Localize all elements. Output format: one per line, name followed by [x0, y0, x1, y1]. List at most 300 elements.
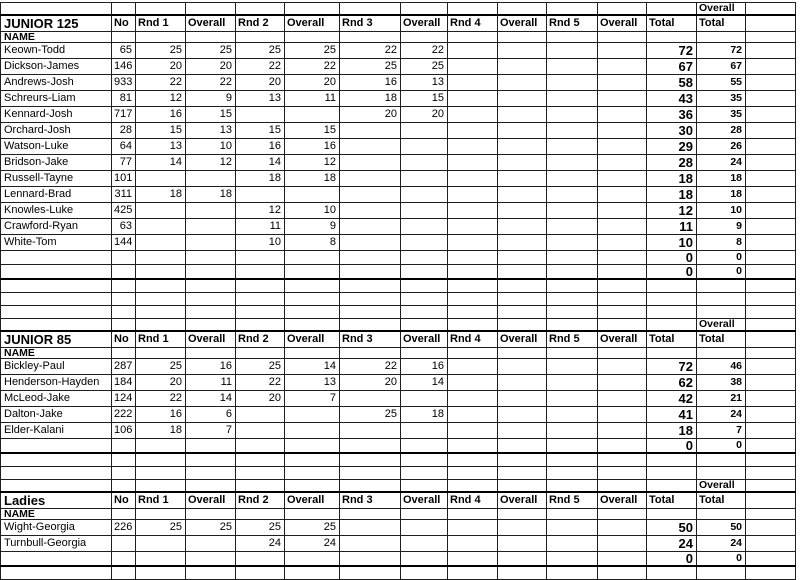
rider-row: [1, 219, 796, 235]
round-points-cell: 22: [136, 75, 186, 91]
round-points-cell: [340, 139, 401, 155]
empty-cell: [1, 306, 112, 319]
empty-cell: [136, 3, 186, 15]
rider-number-cell: 81: [112, 91, 136, 107]
empty-cell: [598, 552, 647, 567]
round-overall-cell: 7: [186, 423, 236, 439]
empty-cell: [647, 31, 697, 43]
total-cell: 30: [647, 123, 697, 139]
round-overall-cell: 13: [401, 75, 448, 91]
round-points-cell: [547, 203, 598, 219]
name-column-label-cell: NAME: [1, 31, 112, 43]
empty-cell: [401, 439, 448, 454]
empty-cell: [448, 508, 498, 520]
empty-cell: [285, 347, 340, 359]
empty-cell: [285, 480, 340, 492]
round-overall-cell: [401, 123, 448, 139]
empty-cell: [112, 453, 136, 467]
empty-cell: [340, 306, 401, 319]
empty-cell: [746, 75, 796, 91]
empty-cell: [448, 31, 498, 43]
rider-row: [1, 59, 796, 75]
empty-cell: [498, 552, 547, 567]
spacer-row: [1, 306, 796, 319]
empty-cell: [112, 347, 136, 359]
section-title-cell: Ladies: [1, 492, 112, 509]
total-cell: 72: [647, 43, 697, 59]
empty-cell: [448, 467, 498, 480]
empty-cell: [448, 265, 498, 280]
round-overall-cell: 14: [401, 375, 448, 391]
round-points-cell: 13: [236, 91, 285, 107]
round-overall-cell: 25: [285, 520, 340, 536]
round-overall-cell: 25: [186, 43, 236, 59]
empty-cell: [1, 552, 112, 567]
spacer-row: [1, 467, 796, 480]
empty-cell: [448, 306, 498, 319]
empty-cell: [547, 453, 598, 467]
empty-cell: [746, 480, 796, 492]
round-overall-cell: 8: [285, 235, 340, 251]
round-overall-cell: 7: [285, 391, 340, 407]
overall-total-cell: 10: [697, 203, 746, 219]
empty-cell: [498, 279, 547, 293]
round-points-cell: [547, 235, 598, 251]
empty-cell: [647, 347, 697, 359]
round-points-cell: 15: [136, 123, 186, 139]
column-header-cell: Rnd 1: [136, 15, 186, 32]
spacer-row: [1, 293, 796, 306]
empty-cell: [236, 453, 285, 467]
total-cell: 0: [647, 552, 697, 567]
overall-total-pre-label: Overall: [697, 319, 746, 331]
empty-cell: [448, 293, 498, 306]
round-overall-cell: 16: [285, 139, 340, 155]
empty-cell: [112, 467, 136, 480]
rider-name-cell: Orchard-Josh: [1, 123, 112, 139]
empty-cell: [598, 467, 647, 480]
round-points-cell: [448, 235, 498, 251]
empty-cell: [112, 552, 136, 567]
round-overall-cell: [401, 139, 448, 155]
round-overall-cell: [401, 423, 448, 439]
rider-number-cell: 222: [112, 407, 136, 423]
round-points-cell: [448, 423, 498, 439]
total-cell: 24: [647, 536, 697, 552]
round-points-cell: [547, 43, 598, 59]
round-points-cell: [340, 391, 401, 407]
empty-cell: [498, 439, 547, 454]
empty-cell: [498, 347, 547, 359]
round-points-cell: [547, 75, 598, 91]
round-overall-cell: [401, 235, 448, 251]
total-cell: 0: [647, 265, 697, 280]
round-points-cell: [448, 91, 498, 107]
round-overall-cell: [498, 155, 547, 171]
rider-name-cell: Henderson-Hayden: [1, 375, 112, 391]
empty-cell: [746, 15, 796, 32]
overall-total-cell: 0: [697, 251, 746, 265]
overall-total-cell: 0: [697, 552, 746, 567]
zero-total-row: [1, 439, 796, 454]
empty-cell: [112, 3, 136, 15]
empty-cell: [746, 3, 796, 15]
empty-cell: [547, 3, 598, 15]
round-overall-cell: 22: [186, 75, 236, 91]
round-overall-cell: 25: [186, 520, 236, 536]
round-overall-cell: [498, 187, 547, 203]
empty-cell: [1, 3, 112, 15]
empty-cell: [547, 480, 598, 492]
empty-cell: [448, 347, 498, 359]
empty-cell: [136, 279, 186, 293]
empty-cell: [285, 439, 340, 454]
round-overall-cell: 18: [186, 187, 236, 203]
empty-cell: [746, 566, 796, 580]
empty-cell: [112, 319, 136, 331]
empty-cell: [112, 508, 136, 520]
round-points-cell: [340, 171, 401, 187]
round-points-cell: [547, 171, 598, 187]
empty-cell: [547, 293, 598, 306]
round-overall-cell: 15: [186, 107, 236, 123]
round-overall-cell: [598, 171, 647, 187]
column-header-cell: Rnd 4: [448, 492, 498, 509]
zero-total-row: [1, 265, 796, 280]
empty-cell: [746, 107, 796, 123]
total-cell: 58: [647, 75, 697, 91]
empty-cell: [547, 467, 598, 480]
round-points-cell: [547, 219, 598, 235]
round-overall-cell: [186, 171, 236, 187]
empty-cell: [1, 480, 112, 492]
rider-number-cell: [112, 536, 136, 552]
round-overall-cell: [498, 107, 547, 123]
empty-cell: [746, 279, 796, 293]
round-points-cell: [547, 187, 598, 203]
round-points-cell: 25: [236, 43, 285, 59]
empty-cell: [547, 566, 598, 580]
empty-cell: [285, 306, 340, 319]
round-overall-cell: 12: [285, 155, 340, 171]
empty-cell: [186, 279, 236, 293]
round-points-cell: [236, 407, 285, 423]
empty-cell: [112, 306, 136, 319]
round-points-cell: 20: [340, 107, 401, 123]
round-points-cell: 11: [236, 219, 285, 235]
round-overall-cell: [186, 235, 236, 251]
empty-cell: [236, 3, 285, 15]
empty-cell: [236, 566, 285, 580]
empty-cell: [448, 319, 498, 331]
empty-cell: [340, 566, 401, 580]
empty-cell: [1, 319, 112, 331]
round-overall-cell: [498, 139, 547, 155]
round-overall-cell: 18: [285, 171, 340, 187]
round-points-cell: [340, 423, 401, 439]
round-points-cell: 20: [236, 391, 285, 407]
round-points-cell: [448, 75, 498, 91]
empty-cell: [746, 520, 796, 536]
empty-cell: [186, 480, 236, 492]
rider-row: [1, 43, 796, 59]
empty-cell: [401, 306, 448, 319]
empty-cell: [498, 31, 547, 43]
empty-cell: [598, 347, 647, 359]
overall-total-cell: 18: [697, 171, 746, 187]
name-header-row: [1, 31, 796, 43]
round-overall-cell: 14: [285, 359, 340, 375]
empty-cell: [598, 306, 647, 319]
overall-total-cell: 24: [697, 536, 746, 552]
empty-cell: [236, 480, 285, 492]
round-points-cell: 24: [236, 536, 285, 552]
round-overall-cell: [598, 359, 647, 375]
rider-number-cell: 146: [112, 59, 136, 75]
empty-cell: [112, 251, 136, 265]
column-header-cell: Rnd 4: [448, 15, 498, 32]
round-points-cell: [547, 520, 598, 536]
round-overall-cell: [285, 407, 340, 423]
round-points-cell: 25: [136, 359, 186, 375]
empty-cell: [746, 306, 796, 319]
name-column-label-cell: NAME: [1, 508, 112, 520]
round-points-cell: [547, 375, 598, 391]
rider-name-cell: Wight-Georgia: [1, 520, 112, 536]
empty-cell: [498, 319, 547, 331]
round-overall-cell: 25: [285, 43, 340, 59]
empty-cell: [498, 3, 547, 15]
empty-cell: [285, 251, 340, 265]
column-header-cell: Rnd 3: [340, 331, 401, 348]
column-header-cell: Overall: [498, 15, 547, 32]
round-points-cell: [448, 391, 498, 407]
empty-cell: [746, 155, 796, 171]
round-points-cell: [448, 520, 498, 536]
empty-cell: [186, 319, 236, 331]
empty-cell: [547, 319, 598, 331]
round-overall-cell: [498, 375, 547, 391]
rider-name-cell: Elder-Kalani: [1, 423, 112, 439]
results-table: [0, 2, 796, 580]
column-header-cell: Overall: [186, 15, 236, 32]
round-points-cell: [236, 107, 285, 123]
round-overall-cell: 18: [401, 407, 448, 423]
round-overall-cell: [498, 536, 547, 552]
pre-header-row: [1, 319, 796, 331]
empty-cell: [697, 467, 746, 480]
round-overall-cell: [498, 219, 547, 235]
empty-cell: [746, 508, 796, 520]
empty-cell: [340, 552, 401, 567]
column-header-cell: No: [112, 15, 136, 32]
empty-cell: [340, 439, 401, 454]
spacer-row: [1, 279, 796, 293]
overall-total-cell: 46: [697, 359, 746, 375]
round-overall-cell: 13: [186, 123, 236, 139]
round-points-cell: [340, 155, 401, 171]
empty-cell: [186, 453, 236, 467]
empty-cell: [136, 306, 186, 319]
column-header-cell: Overall: [401, 492, 448, 509]
empty-cell: [1, 251, 112, 265]
empty-cell: [498, 306, 547, 319]
empty-cell: [112, 293, 136, 306]
column-header-cell: Overall: [401, 15, 448, 32]
total-cell: 0: [647, 251, 697, 265]
round-overall-cell: [498, 171, 547, 187]
rider-name-cell: Crawford-Ryan: [1, 219, 112, 235]
empty-cell: [746, 391, 796, 407]
column-header-cell: Overall: [598, 331, 647, 348]
rider-row: [1, 520, 796, 536]
round-points-cell: 20: [136, 59, 186, 75]
round-overall-cell: [498, 91, 547, 107]
round-points-cell: 20: [236, 75, 285, 91]
round-overall-cell: [186, 219, 236, 235]
empty-cell: [285, 279, 340, 293]
empty-cell: [598, 439, 647, 454]
empty-cell: [746, 203, 796, 219]
empty-cell: [746, 43, 796, 59]
round-points-cell: 22: [236, 59, 285, 75]
column-header-cell: Overall: [498, 331, 547, 348]
overall-total-cell: 24: [697, 155, 746, 171]
column-header-cell: Rnd 1: [136, 492, 186, 509]
section-title-cell: JUNIOR 125: [1, 15, 112, 32]
empty-cell: [285, 508, 340, 520]
round-points-cell: [448, 407, 498, 423]
column-header-cell: Overall: [186, 492, 236, 509]
total-header-cell: Total: [647, 492, 697, 509]
empty-cell: [136, 319, 186, 331]
zero-total-row: [1, 251, 796, 265]
round-points-cell: [136, 235, 186, 251]
rider-name-cell: Watson-Luke: [1, 139, 112, 155]
empty-cell: [401, 319, 448, 331]
empty-cell: [236, 467, 285, 480]
round-points-cell: [340, 203, 401, 219]
empty-cell: [746, 293, 796, 306]
empty-cell: [448, 439, 498, 454]
empty-cell: [598, 566, 647, 580]
empty-cell: [746, 187, 796, 203]
empty-cell: [647, 508, 697, 520]
total-cell: 42: [647, 391, 697, 407]
empty-cell: [136, 265, 186, 280]
empty-cell: [598, 293, 647, 306]
empty-cell: [547, 306, 598, 319]
rider-name-cell: McLeod-Jake: [1, 391, 112, 407]
empty-cell: [186, 508, 236, 520]
empty-cell: [498, 480, 547, 492]
empty-cell: [236, 439, 285, 454]
round-overall-cell: [285, 107, 340, 123]
rider-number-cell: 425: [112, 203, 136, 219]
round-points-cell: [547, 536, 598, 552]
rider-number-cell: 101: [112, 171, 136, 187]
round-overall-cell: [498, 43, 547, 59]
round-points-cell: [340, 187, 401, 203]
empty-cell: [647, 566, 697, 580]
empty-cell: [136, 293, 186, 306]
empty-cell: [186, 293, 236, 306]
rider-row: [1, 187, 796, 203]
empty-cell: [547, 552, 598, 567]
rider-row: [1, 359, 796, 375]
empty-cell: [285, 265, 340, 280]
column-header-cell: Rnd 5: [547, 492, 598, 509]
round-overall-cell: [401, 187, 448, 203]
round-overall-cell: 25: [401, 59, 448, 75]
section-header-row: [1, 15, 796, 32]
empty-cell: [186, 265, 236, 280]
rider-number-cell: 106: [112, 423, 136, 439]
total-cell: 43: [647, 91, 697, 107]
empty-cell: [547, 279, 598, 293]
round-points-cell: [547, 423, 598, 439]
empty-cell: [340, 480, 401, 492]
round-overall-cell: [401, 219, 448, 235]
round-overall-cell: [598, 187, 647, 203]
round-points-cell: 18: [136, 423, 186, 439]
column-header-cell: Rnd 3: [340, 15, 401, 32]
rider-name-cell: Dickson-James: [1, 59, 112, 75]
empty-cell: [697, 508, 746, 520]
rider-row: [1, 107, 796, 123]
round-points-cell: [448, 359, 498, 375]
column-header-cell: Overall: [186, 331, 236, 348]
rider-name-cell: Andrews-Josh: [1, 75, 112, 91]
round-points-cell: [340, 536, 401, 552]
empty-cell: [1, 453, 112, 467]
empty-cell: [340, 251, 401, 265]
round-points-cell: 25: [340, 59, 401, 75]
round-overall-cell: [285, 187, 340, 203]
name-column-label-cell: NAME: [1, 347, 112, 359]
empty-cell: [598, 251, 647, 265]
round-points-cell: [340, 235, 401, 251]
section-header-row: [1, 331, 796, 348]
column-header-cell: Rnd 2: [236, 15, 285, 32]
round-overall-cell: 22: [401, 43, 448, 59]
empty-cell: [746, 359, 796, 375]
round-overall-cell: [598, 375, 647, 391]
empty-cell: [401, 467, 448, 480]
round-overall-cell: 10: [285, 203, 340, 219]
round-overall-cell: [598, 536, 647, 552]
round-overall-cell: [498, 391, 547, 407]
empty-cell: [547, 251, 598, 265]
round-points-cell: 16: [340, 75, 401, 91]
round-points-cell: [340, 123, 401, 139]
round-points-cell: [547, 391, 598, 407]
round-points-cell: [547, 155, 598, 171]
name-header-row: [1, 347, 796, 359]
column-header-cell: Overall: [498, 492, 547, 509]
empty-cell: [448, 279, 498, 293]
name-header-row: [1, 508, 796, 520]
empty-cell: [746, 467, 796, 480]
round-points-cell: [448, 107, 498, 123]
rider-number-cell: 287: [112, 359, 136, 375]
overall-total-cell: 67: [697, 59, 746, 75]
rider-row: [1, 391, 796, 407]
round-overall-cell: 15: [285, 123, 340, 139]
empty-cell: [1, 293, 112, 306]
overall-total-header-cell: Total: [697, 15, 746, 32]
rider-name-cell: Schreurs-Liam: [1, 91, 112, 107]
